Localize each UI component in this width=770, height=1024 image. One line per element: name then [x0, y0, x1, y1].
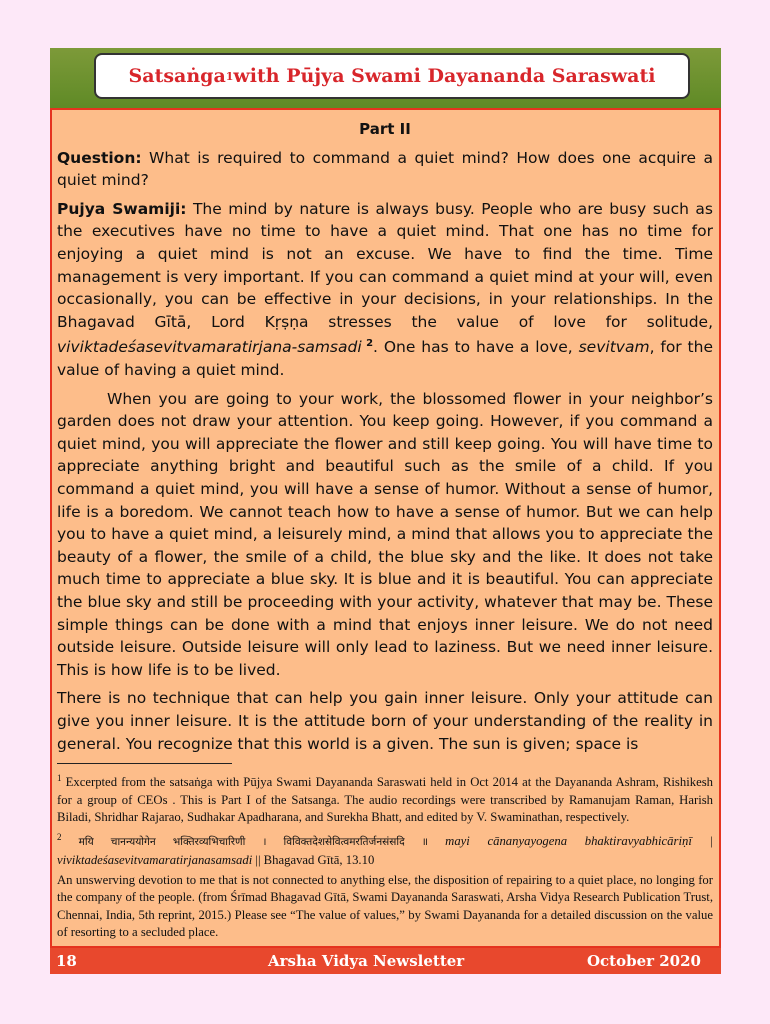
answer-label: Pujya Swamiji:: [57, 199, 187, 218]
question-paragraph: [57, 147, 713, 192]
title-footnote-ref: 1: [225, 69, 234, 83]
footnote-1-number: 1: [57, 773, 62, 784]
article-body: [50, 108, 721, 948]
footnote-2-reference: || Bhagavad Gītā, 13.10: [252, 852, 375, 867]
answer-text-1: The mind by nature is always busy. People who are busy such as the executives have no time to have a quiet mind. That one has no time for enjoying a quiet mind is not an excuse. We have to find the time. Time management is very important. If you can command a quiet mind at your will, even occasionally, you can be effective in your decisions, in your relationships. In the Bhagavad Gītā, Lord Kṛṣṇa stresses the value of love for solitude,: [57, 199, 714, 331]
answer-paragraph: [57, 198, 713, 382]
question-label: Question:: [57, 148, 142, 167]
page-number: 18: [56, 952, 77, 970]
answer-term-1: viviktadeśasevitvamaratirjana-samsadi: [57, 338, 362, 357]
title-text-b: with Pūjya Swami Dayananda Saraswati: [233, 65, 656, 87]
answer-term-2: sevitvam: [578, 338, 650, 357]
footnote-2-transliteration: mayi cānanyayogena bhaktiravyabhicāriṇī | viviktadeśasevitvamaratirjanasamsadi: [57, 834, 713, 867]
publication-name: Arsha Vidya Newsletter: [268, 952, 465, 970]
footnote-2-meaning: An unswerving devotion to me that is not connected to anything else, the disposition of repairing to a quiet place, no longing for the company of the people. (from Śrīmad Bhagavad Gītā, Swami Dayananda Saraswati, Arsha Vidya Research Publication Trust, Chennai, India, 5th reprint, 2015.) Please see “The value of values,” by Swami Dayananda for a detailed discussion on the value of resorting to a secluded place.: [57, 873, 713, 940]
page-title: [94, 53, 690, 99]
footnote-divider: [57, 763, 232, 764]
answer-text-2: . One has to have a love,: [373, 338, 579, 357]
footnote-2: [57, 829, 713, 869]
page-footer: [50, 948, 721, 974]
body-paragraph-2: When you are going to your work, the blossomed flower in your neighbor’s garden does not draw your attention. You keep going. However, if you command a quiet mind, you will appreciate the flower and still keep going. You will have time to appreciate anything bright and beautiful such as the smile of a child. If you command a quiet mind, you will have a sense of humor. Without a sense of humor, life is a boredom. We cannot teach how to have a sense of humor. But we can help you to have a quiet mind, a leisurely mind, a mind that allows you to appreciate the beauty of a flower, the smile of a child, the blue sky and the like. It does not take much time to appreciate a blue sky. It is blue and it is beautiful. You can appreciate the blue sky and still be proceeding with your activity, whatever that may be. These simple things can be done with a mind that enjoys inner leisure. We do not need outside leisure. Outside leisure will only lead to laziness. But we need inner leisure. This is how life is to be lived.: [57, 389, 713, 679]
body-paragraph-3: There is no technique that can help you gain inner leisure. Only your attitude can give you inner leisure. It is the attitude born of your understanding of the reality in general. You recognize that this world is a given. The sun is given; space is: [57, 689, 713, 753]
footnote-1-text: Excerpted from the satsaṅga with Pūjya Swami Dayananda Saraswati held in Oct 2014 at the Dayananda Ashram, Rishikesh for a group of CEOs . This is Part I of the Satsanga. The audio recordings were transcribed by Ramanujam Raman, Harish Biladi, Shridhar Rajarao, Sudhakar Apadharana, and Surekha Bhatt, and edited by V. Swaminathan, respectively.: [57, 775, 713, 825]
issue-date: October 2020: [586, 952, 701, 970]
title-text-a: Satsaṅga: [128, 65, 226, 87]
footnote-2-devanagari: मयि चानन्ययोगेन भक्तिरव्यभिचारिणी । विविक्तदेशसेवित्वमरतिर्जनसंसदि ॥: [61, 837, 446, 849]
footnote-1: [57, 770, 713, 826]
question-text: What is required to command a quiet mind? How does one acquire a quiet mind?: [57, 148, 713, 190]
answer-footnote-ref: 2: [361, 338, 374, 350]
footnote-2-number: 2: [57, 832, 62, 843]
answer-text-3: , for the value of having a quiet mind.: [57, 338, 713, 380]
part-heading: Part II: [359, 120, 411, 138]
